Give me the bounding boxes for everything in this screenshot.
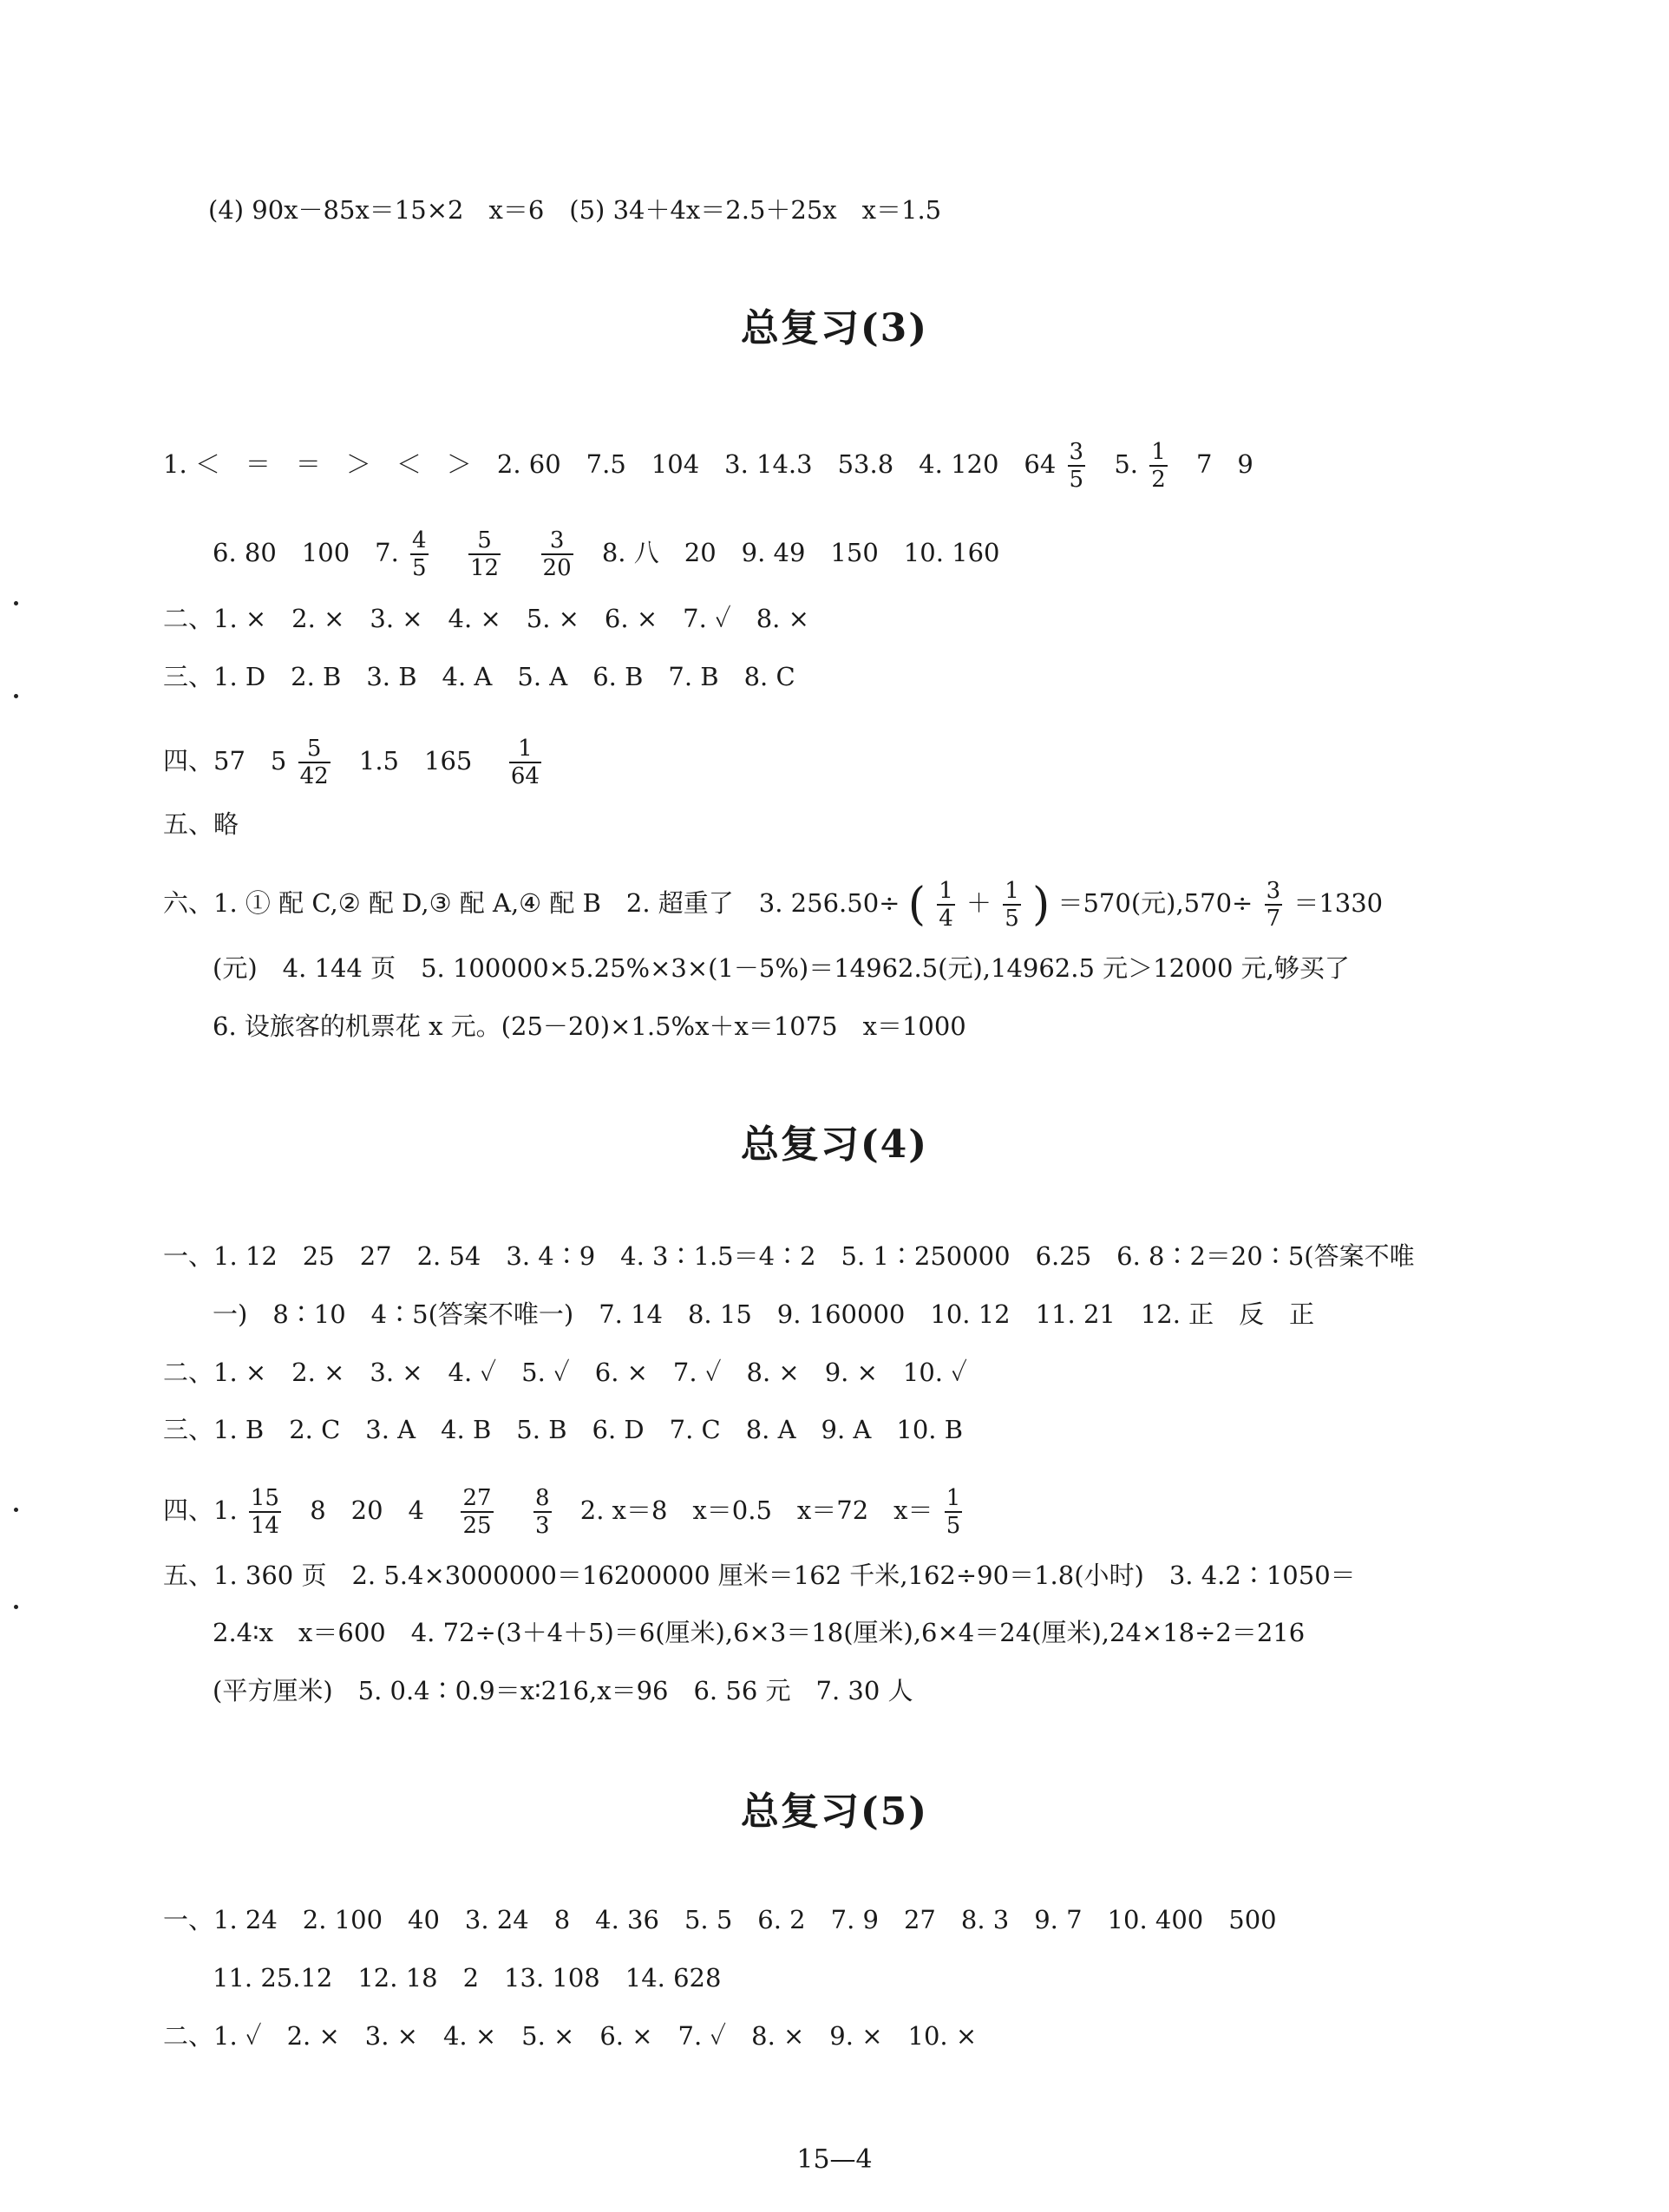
answer-line-4-3: 二、1. × 2. × 3. × 4. ✓ 5. ✓ 6. × 7. ✓ 8. × 9. × 10. ✓: [163, 1358, 967, 1387]
line-text: 四、57 5: [163, 746, 287, 776]
answer-line-4-1: 一、1. 12 25 27 2. 54 3. 4∶9 4. 3∶1.5＝4∶2 5. 1∶250000 6.25 6. 8∶2＝20∶5(答案不唯: [163, 1241, 1415, 1271]
answer-line-3-1: [163, 439, 1253, 493]
fraction: $\frac{1}{4}$: [939, 878, 953, 932]
fraction: $\frac{3}{20}$: [542, 527, 572, 581]
answer-line-4-4: 三、1. B 2. C 3. A 4. B 5. B 6. D 7. C 8. A 9. A 10. B: [163, 1415, 964, 1444]
answer-line-4-7: 2.4∶x x＝600 4. 72÷(3＋4＋5)＝6(厘米),6×3＝18(厘米),6×4＝24(厘米),24×18÷2＝216: [213, 1618, 1306, 1647]
fraction: $\frac{1}{5}$: [1005, 878, 1019, 932]
section-title-3: 总复习(3): [740, 306, 929, 350]
line-text: 7 9: [1195, 449, 1253, 479]
answer-line-3-5: [163, 736, 545, 789]
line-text: ＋: [965, 888, 992, 918]
line-text: 8. 八 20 9. 49 150 10. 160: [601, 538, 1000, 567]
answer-line-5-2: 11. 25.12 12. 18 2 13. 108 14. 628: [213, 1963, 722, 1993]
scan-mark: [14, 1508, 18, 1512]
answer-line-5-1: 一、1. 24 2. 100 40 3. 24 8 4. 36 5. 5 6. 2 7. 9 27 8. 3 9. 7 10. 400 500: [163, 1905, 1277, 1934]
answer-line-top: (4) 90x－85x＝15×2 x＝6 (5) 34＋4x＝2.5＋25x x＝1.5: [208, 195, 942, 225]
scan-mark: [14, 601, 18, 605]
section-title-4: 总复习(4): [740, 1122, 929, 1167]
fraction: $\frac{5}{12}$: [470, 527, 500, 581]
line-text: 2. x＝8 x＝0.5 x＝72 x＝: [579, 1495, 933, 1525]
answer-line-4-2: 一) 8∶10 4∶5(答案不唯一) 7. 14 8. 15 9. 160000 10. 12 11. 21 12. 正 反 正: [213, 1299, 1315, 1329]
line-text: ＝570(元),570÷: [1057, 888, 1253, 918]
answer-line-3-4: 三、1. D 2. B 3. B 4. A 5. A 6. B 7. B 8. C: [163, 662, 795, 691]
answer-line-3-7: 六、1. ① 配 C,② 配 D,③ 配 A,④ 配 B 2. 超重了 3. 256.50÷ ( $\frac{1}{4}$ ＋ $\frac{1}{5}$ ) ＝570(元),570÷ $\frac{3}{7}$ ＝1330: [163, 878, 1384, 932]
fraction: $\frac{3}{5}$: [1069, 439, 1084, 493]
scan-mark: [14, 1605, 18, 1609]
scan-mark: [14, 694, 18, 698]
line-text: 6. 80 100 7.: [213, 538, 399, 567]
page-number: 15—4: [796, 2144, 873, 2175]
fraction: $\frac{1}{2}$: [1151, 439, 1166, 493]
fraction: $\frac{27}{25}$: [462, 1485, 492, 1539]
line-text: 5.: [1114, 449, 1138, 479]
fraction: $\frac{1}{5}$: [946, 1485, 961, 1539]
answer-line-4-5: [163, 1485, 965, 1539]
answer-line-3-6: 五、略: [163, 809, 239, 839]
fraction: $\frac{8}{3}$: [534, 1485, 550, 1539]
answer-line-4-6: 五、1. 360 页 2. 5.4×3000000＝16200000 厘米＝162 千米,162÷90＝1.8(小时) 3. 4.2∶1050＝: [163, 1561, 1356, 1590]
line-text: 8 20 4: [310, 1495, 425, 1525]
answer-line-3-3: 二、1. × 2. × 3. × 4. × 5. × 6. × 7. ✓ 8. ×: [163, 604, 809, 633]
line-text: 1.5 165: [358, 746, 473, 776]
answer-line-3-2: [213, 527, 999, 581]
fraction: $\frac{15}{14}$: [250, 1485, 279, 1539]
answer-line-4-8: (平方厘米) 5. 0.4∶0.9＝x∶216,x＝96 6. 56 元 7. 30 人: [213, 1676, 913, 1705]
section-title-5: 总复习(5): [740, 1790, 929, 1834]
line-text: 四、1.: [163, 1495, 238, 1525]
answer-line-5-3: 二、1. ✓ 2. × 3. × 4. × 5. × 6. × 7. ✓ 8. × 9. × 10. ×: [163, 2021, 978, 2051]
line-text: 六、1. ① 配 C,② 配 D,③ 配 A,④ 配 B 2. 超重了 3. 256.50÷: [163, 888, 900, 918]
fraction: $\frac{1}{64}$: [510, 736, 540, 789]
line-text: 1. ＜ ＝ ＝ ＞ ＜ ＞ 2. 60 7.5 104 3. 14.3 53.8 4. 120 64: [163, 449, 1057, 479]
fraction: $\frac{5}{42}$: [299, 736, 329, 789]
answer-line-3-9: 6. 设旅客的机票花 x 元。(25－20)×1.5%x＋x＝1075 x＝1000: [213, 1011, 966, 1041]
fraction: $\frac{3}{7}$: [1266, 878, 1281, 932]
line-text: ＝1330: [1293, 888, 1384, 918]
answer-line-3-8: (元) 4. 144 页 5. 100000×5.25%×3×(1－5%)＝14962.5(元),14962.5 元＞12000 元,够买了: [213, 953, 1350, 983]
fraction: $\frac{4}{5}$: [412, 527, 427, 581]
